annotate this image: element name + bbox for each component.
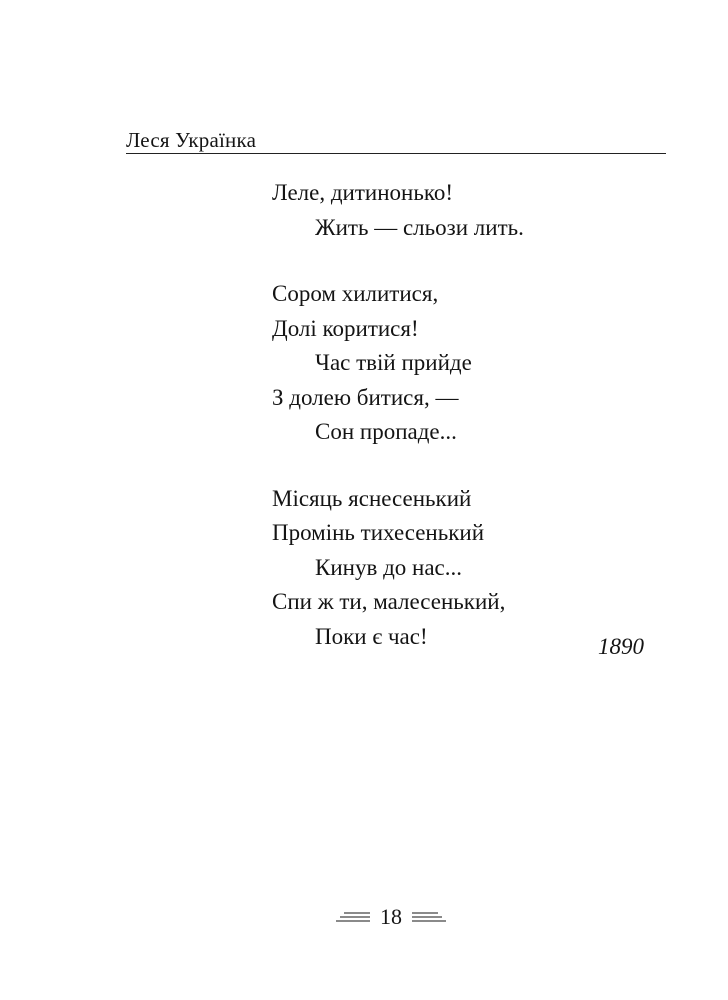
poem-line: Промінь тихесенький <box>272 520 485 545</box>
right-ornament-icon <box>412 911 446 923</box>
poem-line: Місяць яснесенький <box>272 485 472 511</box>
poem-line: Леле, дитинонько! <box>272 180 453 205</box>
header-rule <box>126 153 666 154</box>
stanza <box>272 277 524 450</box>
poem-line: Час твій прийде <box>315 350 472 375</box>
stanza <box>272 482 524 655</box>
poem-line: Сон пропаде... <box>315 419 457 444</box>
page-number: 18 <box>380 904 402 929</box>
stanza <box>272 176 524 245</box>
poem-line: Спи ж ти, малесенький, <box>272 589 506 614</box>
poem-line: Жить — сльози лить. <box>315 214 524 240</box>
running-head-author: Леся Українка <box>126 128 257 152</box>
poem-line: Сором хилитися, <box>272 281 439 306</box>
poem <box>272 176 524 654</box>
poem-date: 1890 <box>598 634 644 659</box>
left-ornament-icon <box>336 911 370 923</box>
poem-line: Поки є час! <box>315 623 428 649</box>
poem-line: З долею битися, — <box>272 384 459 410</box>
poem-line: Кинув до нас... <box>315 554 462 580</box>
page-footer <box>336 902 446 932</box>
poem-line: Долі коритися! <box>272 315 419 341</box>
